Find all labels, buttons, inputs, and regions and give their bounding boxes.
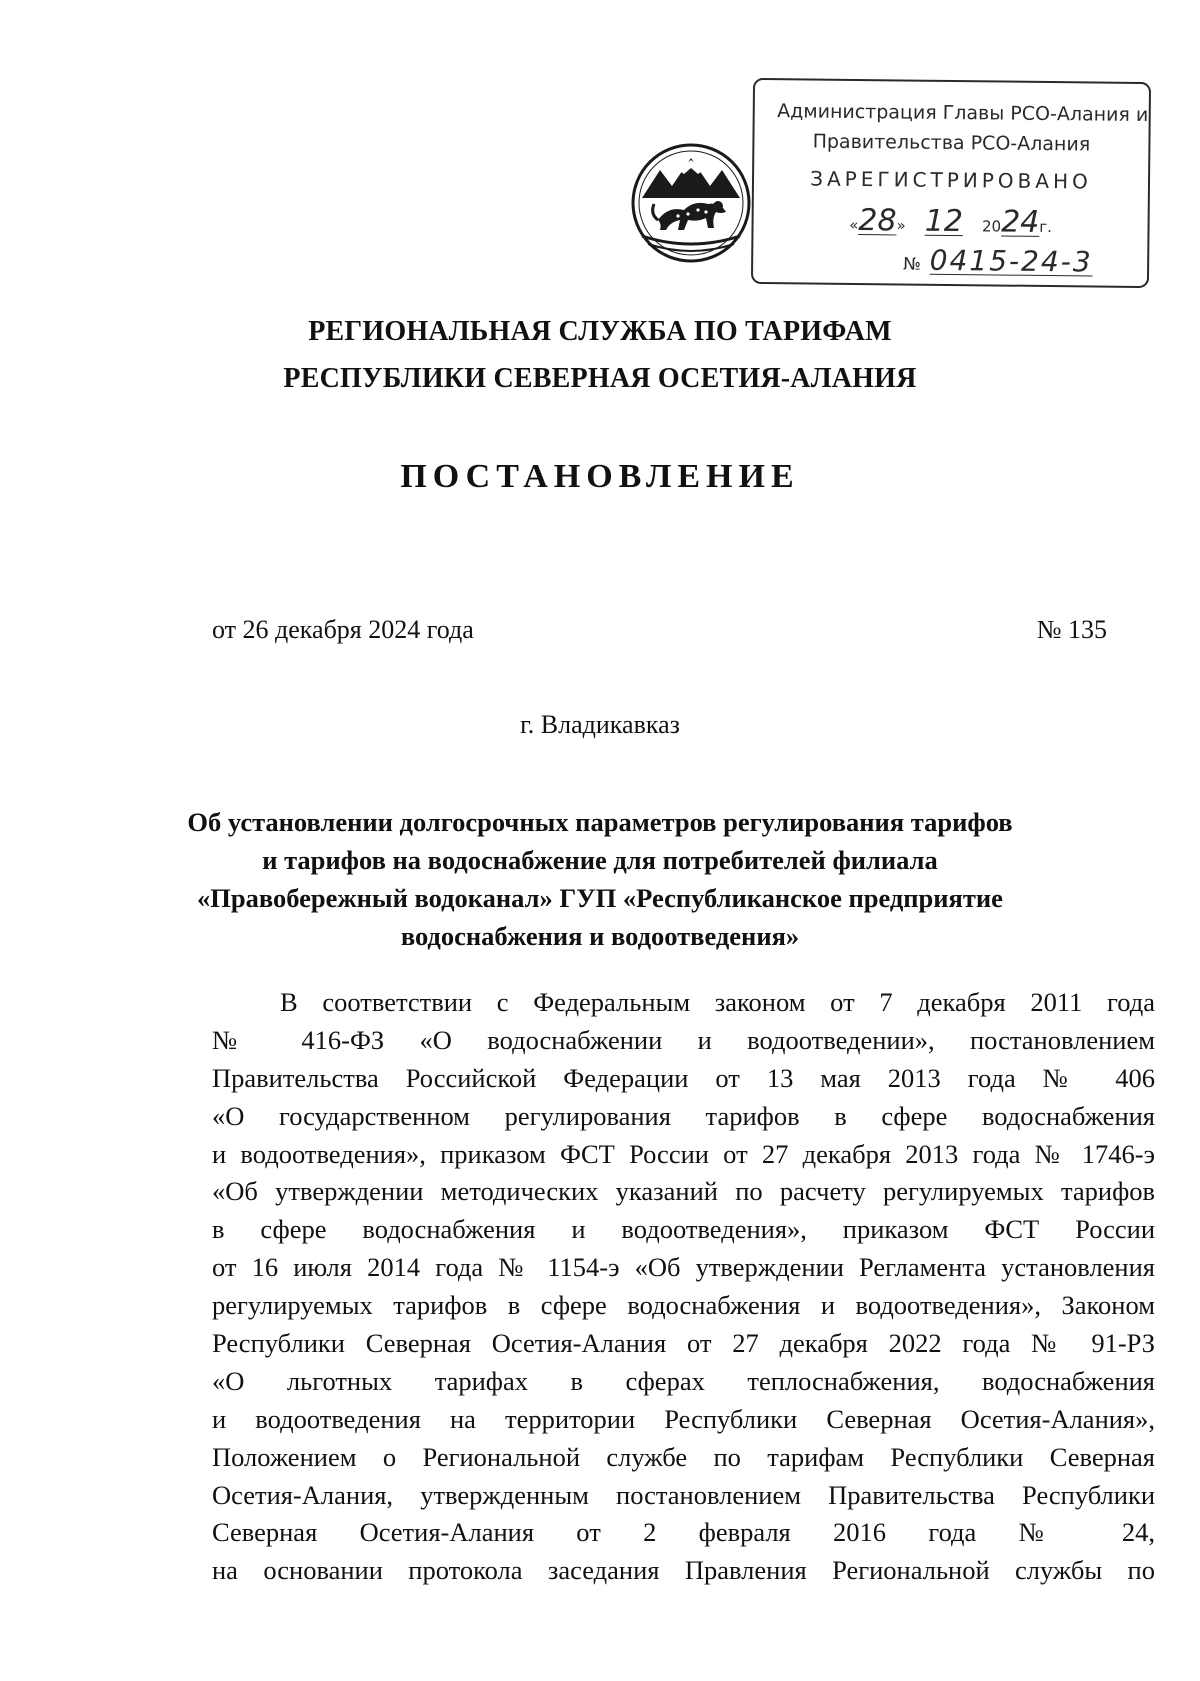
document-number: № 135 (1036, 615, 1107, 644)
body-line: № 416-ФЗ «О водоснабжении и водоотведении», постановлением (212, 1024, 1155, 1055)
document-date: от 26 декабря 2024 года (212, 615, 474, 644)
coat-of-arms-emblem (628, 140, 754, 266)
organization-name-line-1: РЕГИОНАЛЬНАЯ СЛУЖБА ПО ТАРИФАМ (308, 316, 892, 347)
body-paragraph (212, 984, 1155, 1590)
body-line: от 16 июля 2014 года № 1154-э «Об утверждении Регламента установления (212, 1252, 1155, 1283)
stamp-day: 28 (858, 203, 897, 239)
body-line: Северная Осетия-Алания от 2 февраля 2016 года № 24, (212, 1517, 1155, 1548)
body-line: регулируемых тарифов в сфере водоснабжения и водоотведения», Законом (212, 1290, 1155, 1321)
body-line: В соответствии с Федеральным законом от 7 декабря 2011 года (280, 987, 1155, 1017)
body-line: и водоотведения на территории Республики Северная Осетия-Алания», (212, 1403, 1155, 1434)
stamp-org-line-2: Правительства РСО-Алания (812, 130, 1091, 156)
title-line: Об установлении долгосрочных параметров регулирования тарифов (187, 807, 1013, 837)
stamp-year: 24 (1000, 204, 1040, 240)
stamp-registered-label: ЗАРЕГИСТРИРОВАНО (810, 166, 1092, 194)
stamp-number (753, 242, 1147, 279)
stamp-number-label: № (903, 254, 921, 275)
body-line: «О льготных тарифах в сферах теплоснабжения, водоснабжения (212, 1365, 1155, 1396)
body-line: в сфере водоснабжения и водоотведения», приказом ФСТ России (212, 1214, 1155, 1245)
body-line: и водоотведения», приказом ФСТ России от 27 декабря 2013 года № 1746-э (212, 1138, 1155, 1169)
title-line: водоснабжения и водоотведения» (400, 921, 800, 951)
document-city: г. Владикавказ (520, 710, 680, 739)
title-line: «Правобережный водоканал» ГУП «Республиканское предприятие (197, 883, 1003, 913)
title-line: и тарифов на водоснабжение для потребителей филиала (262, 845, 938, 875)
body-line: Положением о Региональной службе по тарифам Республики Северная (212, 1441, 1155, 1472)
stamp-number-value: 0415-24-3 (929, 243, 1093, 279)
stamp-year-prefix: 20 (981, 217, 1002, 236)
body-line: «О государственном регулирования тарифов в сфере водоснабжения (212, 1100, 1155, 1131)
organization-name-line-2: РЕСПУБЛИКИ СЕВЕРНАЯ ОСЕТИЯ-АЛАНИЯ (283, 363, 917, 394)
body-line: Осетия-Алания, утвержденным постановлением Правительства Республики (212, 1479, 1155, 1510)
registration-stamp (751, 78, 1151, 288)
body-line: «Об утверждении методических указаний по расчету регулируемых тарифов (212, 1176, 1155, 1207)
document-type: ПОСТАНОВЛЕНИЕ (400, 458, 800, 495)
stamp-date: «28» 12 2024г. (849, 203, 1053, 240)
stamp-year-suffix: г. (1039, 217, 1053, 237)
stamp-org-line-1: Администрация Главы РСО-Алания и (777, 100, 1149, 127)
document-title (0, 803, 1200, 955)
body-line: Республики Северная Осетия-Алания от 27 декабря 2022 года № 91-РЗ (212, 1328, 1155, 1359)
body-line: Правительства Российской Федерации от 13 мая 2013 года № 406 (212, 1062, 1155, 1093)
stamp-month: 12 (924, 203, 964, 240)
body-line: на основании протокола заседания Правления Региональной службы по (212, 1555, 1155, 1586)
